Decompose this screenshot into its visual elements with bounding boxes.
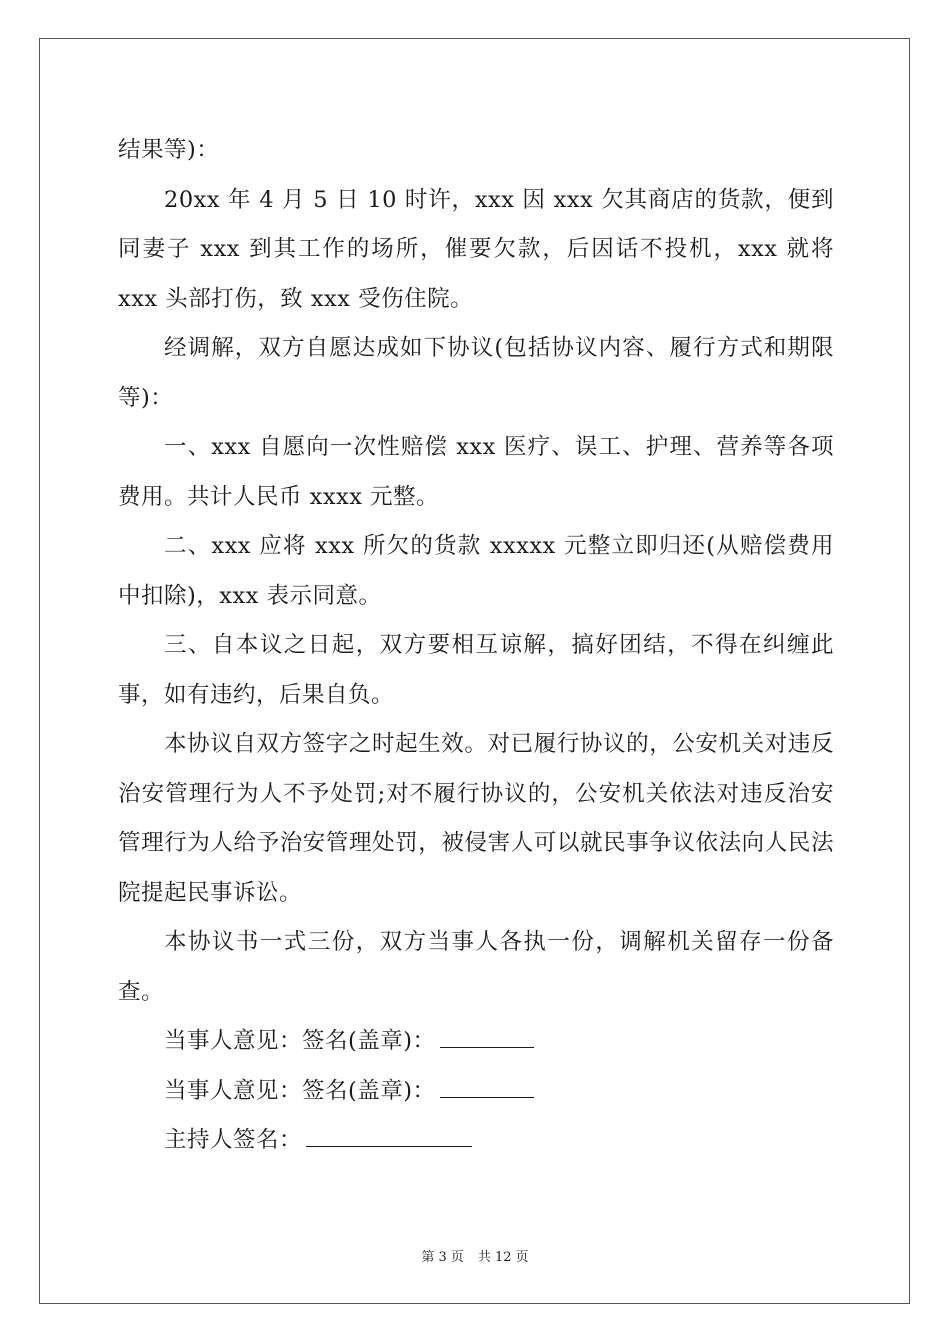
- paragraph-4: 一、xxx 自愿向一次性赔偿 xxx 医疗、误工、护理、营养等各项费用。共计人民币 xxxx 元整。: [118, 434, 834, 510]
- page-number: 第 3 页: [421, 1250, 464, 1265]
- signature-label: 主持人签名：: [164, 1127, 303, 1153]
- paragraph-8: 本协议书一式三份，双方当事人各执一份，调解机关留存一份备查。: [118, 929, 834, 1005]
- signature-blank: [440, 1046, 534, 1048]
- signature-label: 当事人意见：签名(盖章)：: [164, 1077, 436, 1104]
- paragraph-7: 本协议自双方签字之时起生效。对已履行协议的，公安机关对违反治安管理行为人不予处罚;对不履行协议的，公安机关依法对违反治安管理行为人给予治安管理处罚，被侵害人可以就民事争议依法向人民法院提起民事诉讼。: [118, 731, 834, 906]
- page-footer: [0, 1248, 950, 1268]
- signature-label: 当事人意见：签名(盖章)：: [164, 1028, 436, 1054]
- page-total: 共 12 页: [477, 1250, 529, 1265]
- paragraph-5: 二、xxx 应将 xxx 所欠的货款 xxxxx 元整立即归还(从赔偿费用中扣除)，xxx 表示同意。: [118, 533, 834, 609]
- signature-line-host: [118, 1116, 834, 1166]
- document-body: [118, 126, 834, 1166]
- signature-line-party-2: [118, 1067, 834, 1117]
- signature-blank: [306, 1145, 472, 1147]
- paragraph-1: 结果等)：: [118, 137, 220, 163]
- paragraph-2: 20xx 年 4 月 5 日 10 时许，xxx 因 xxx 欠其商店的货款，便到同妻子 xxx 到其工作的场所，催要欠款，后因话不投机，xxx 就将 xxx 头部打伤，致 xxx 受伤住院。: [118, 186, 834, 312]
- signature-blank: [440, 1096, 534, 1098]
- paragraph-6: 三、自本议之日起，双方要相互谅解，搞好团结，不得在纠缠此事，如有违约，后果自负。: [118, 632, 834, 708]
- paragraph-3: 经调解，双方自愿达成如下协议(包括协议内容、履行方式和期限等)：: [118, 335, 834, 411]
- signature-line-party-1: [118, 1017, 834, 1067]
